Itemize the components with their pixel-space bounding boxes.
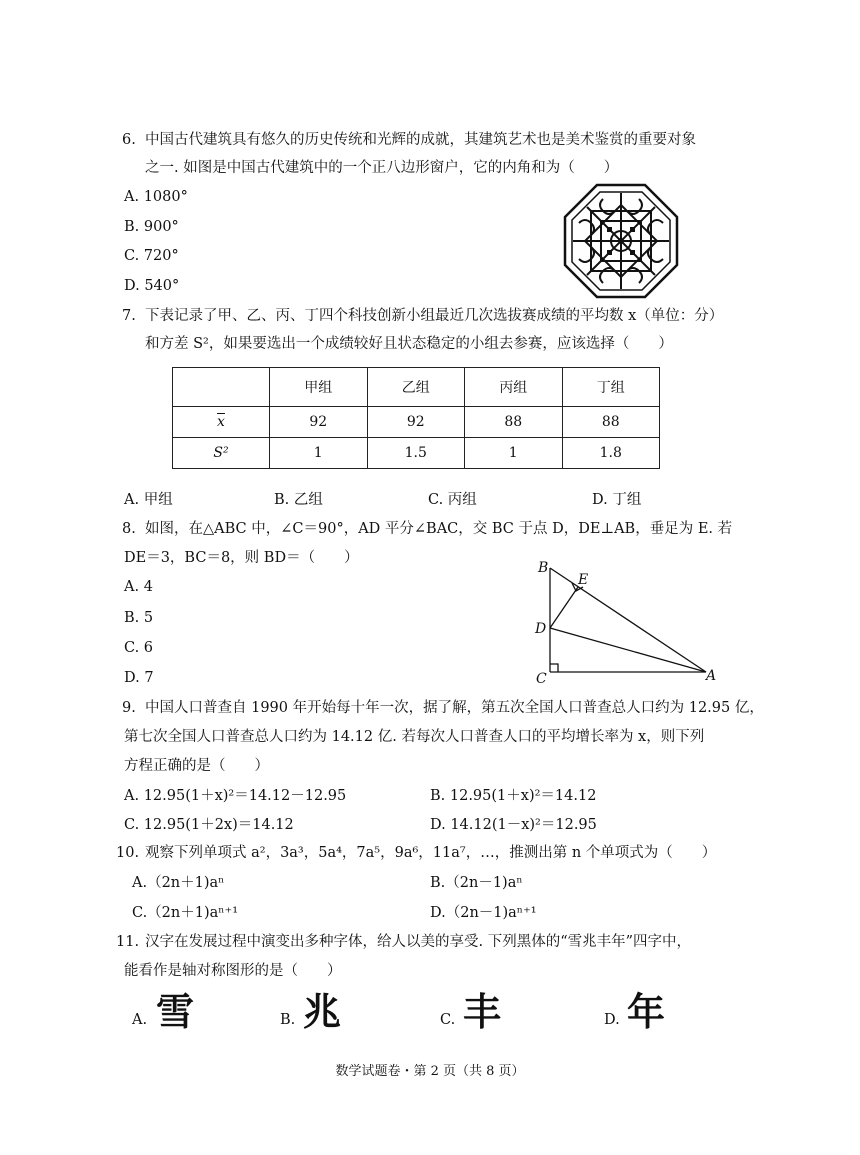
- q10-option-b: B.（2n－1)aⁿ: [430, 875, 523, 891]
- q7-option-a: A. 甲组: [124, 492, 173, 508]
- q11-option-c-letter: C.: [440, 1012, 456, 1028]
- question-9-line-2: 第七次全国人口普查总人口约为 14.12 亿. 若每次人口普查人口的平均增长率为 x，则下列: [124, 729, 705, 745]
- point-e-label: E: [578, 572, 589, 588]
- q11-option-d-char: 年: [627, 990, 666, 1034]
- point-b-label: B: [538, 560, 549, 576]
- table-cell: 1.8: [562, 437, 660, 468]
- table-cell: 1.5: [367, 437, 465, 468]
- point-c-label: C: [536, 671, 547, 687]
- table-cell: 88: [465, 406, 563, 437]
- page-footer: 数学试题卷・第 2 页（共 8 页）: [335, 1064, 525, 1079]
- q8-option-b: B. 5: [124, 610, 154, 626]
- q7-option-c: C. 丙组: [428, 492, 477, 508]
- table-header-row: [173, 368, 660, 407]
- q11-option-c-char: 丰: [463, 990, 502, 1034]
- q8-option-a: A. 4: [124, 579, 153, 595]
- question-6-line-1: 中国古代建筑具有悠久的历史传统和光辉的成就，其建筑艺术也是美术鉴赏的重要对象: [145, 132, 696, 148]
- table-header-cell: 乙组: [367, 368, 465, 407]
- question-9-line-3: 方程正确的是（ ）: [124, 758, 269, 774]
- octagon-window-figure: [563, 183, 679, 299]
- mean-label: $\overline{x}$: [173, 406, 270, 437]
- q11-option-b-letter: B.: [280, 1012, 296, 1028]
- table-cell: 88: [562, 406, 660, 437]
- q11-option-b-char: 兆: [303, 990, 342, 1034]
- question-9-number: 9.: [122, 700, 136, 716]
- point-a-label: A: [706, 668, 717, 684]
- q11-option-a-char: 雪: [156, 990, 195, 1034]
- q6-option-a: A. 1080°: [124, 189, 188, 205]
- q9-option-d: D. 14.12(1－x)²＝12.95: [430, 817, 597, 833]
- q6-option-d: D. 540°: [124, 278, 180, 294]
- q6-option-b: B. 900°: [124, 219, 179, 235]
- question-11-line-1: 汉字在发展过程中演变出多种字体，给人以美的享受. 下列黑体的“雪兆丰年”四字中，: [145, 934, 692, 950]
- table-cell: 1: [270, 437, 368, 468]
- q10-option-c: C.（2n＋1)aⁿ⁺¹: [132, 905, 239, 921]
- question-8-line-2: DE＝3，BC＝8，则 BD＝（ ）: [124, 550, 359, 566]
- question-11-line-2: 能看作是轴对称图形的是（ ）: [124, 963, 342, 979]
- q9-option-a: A. 12.95(1＋x)²＝14.12－12.95: [124, 788, 347, 804]
- question-8-line-1: 如图，在△ABC 中，∠C＝90°，AD 平分∠BAC，交 BC 于点 D，DE⊥AB，垂足为 E. 若: [145, 521, 733, 537]
- question-7-line-1: 下表记录了甲、乙、丙、丁四个科技创新小组最近几次选拔赛成绩的平均数 x（单位：分）: [145, 308, 724, 324]
- q11-option-a-letter: A.: [132, 1012, 148, 1028]
- question-7-number: 7.: [122, 308, 136, 324]
- q8-option-d: D. 7: [124, 670, 154, 686]
- q7-option-b: B. 乙组: [274, 492, 323, 508]
- question-7-line-2: 和方差 S²，如果要选出一个成绩较好且状态稳定的小组去参赛，应该选择（ ）: [145, 336, 673, 352]
- table-row: [173, 437, 660, 468]
- q11-option-d-letter: D.: [604, 1012, 620, 1028]
- question-10-number: 10.: [116, 845, 140, 861]
- q6-option-c: C. 720°: [124, 248, 179, 264]
- table-header-cell: 丁组: [562, 368, 660, 407]
- question-8-number: 8.: [122, 521, 136, 537]
- triangle-figure: [528, 556, 724, 686]
- q9-option-c: C. 12.95(1＋2x)＝14.12: [124, 817, 294, 833]
- table-header-cell: 丙组: [465, 368, 563, 407]
- question-11-number: 11.: [116, 934, 140, 950]
- question-10-line-1: 观察下列单项式 a²，3a³，5a⁴，7a⁵，9a⁶，11a⁷，…，推测出第 n 个单项式为（ ）: [145, 845, 717, 861]
- question-9-line-1: 中国人口普查自 1990 年开始每十年一次，据了解，第五次全国人口普查总人口约为 12.95 亿，: [145, 700, 764, 716]
- question-6-line-2: 之一. 如图是中国古代建筑中的一个正八边形窗户，它的内角和为（ ）: [145, 160, 619, 176]
- table-cell: 1: [465, 437, 563, 468]
- q7-option-d: D. 丁组: [592, 492, 642, 508]
- score-table: [172, 367, 660, 469]
- table-cell: 92: [270, 406, 368, 437]
- table-cell: 92: [367, 406, 465, 437]
- point-d-label: D: [535, 621, 547, 637]
- question-6-number: 6.: [122, 132, 136, 148]
- table-header-cell: 甲组: [270, 368, 368, 407]
- q8-option-c: C. 6: [124, 640, 154, 656]
- q10-option-d: D.（2n－1)aⁿ⁺¹: [430, 905, 537, 921]
- q9-option-b: B. 12.95(1＋x)²＝14.12: [430, 788, 597, 804]
- table-header-cell: [173, 368, 270, 407]
- variance-label: S²: [173, 437, 270, 468]
- q10-option-a: A.（2n＋1)aⁿ: [132, 875, 225, 891]
- table-row: [173, 406, 660, 437]
